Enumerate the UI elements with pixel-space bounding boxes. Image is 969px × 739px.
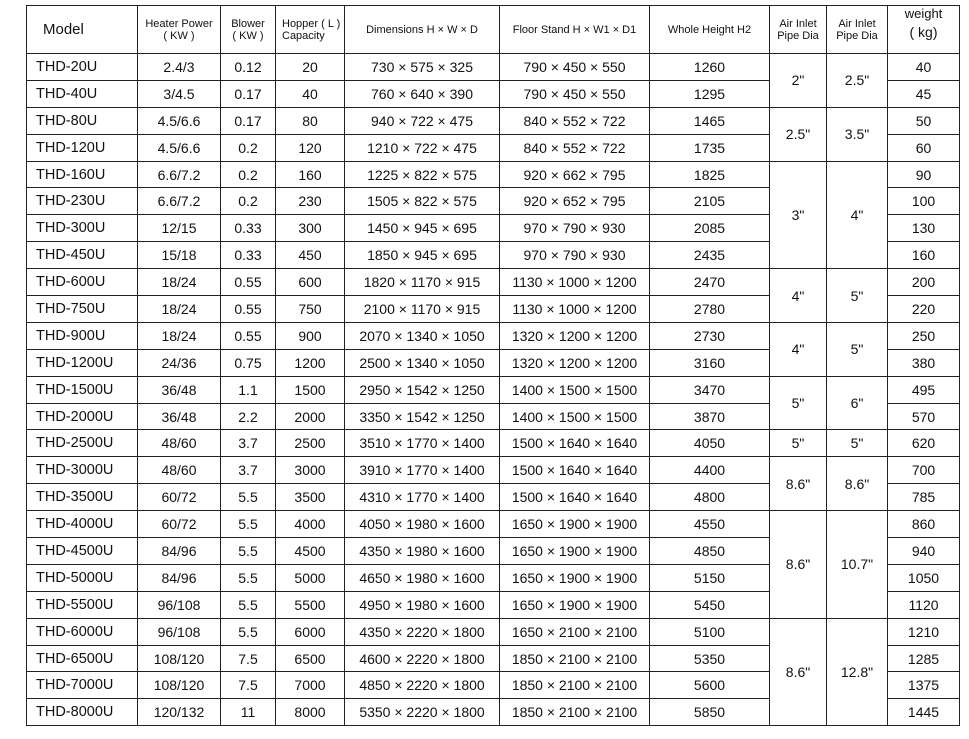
cell-whole-height: 4400 bbox=[650, 457, 770, 484]
cell-whole-height: 1260 bbox=[650, 54, 770, 81]
cell-air-inlet-2: 8.6" bbox=[827, 457, 888, 511]
cell-hopper: 300 bbox=[276, 215, 345, 242]
cell-floor-stand: 1650 × 1900 × 1900 bbox=[500, 564, 650, 591]
cell-air-inlet-1: 4" bbox=[770, 269, 827, 323]
cell-dimensions: 730 × 575 × 325 bbox=[345, 54, 500, 81]
cell-blower: 7.5 bbox=[221, 672, 276, 699]
cell-dimensions: 3350 × 1542 × 1250 bbox=[345, 403, 500, 430]
cell-weight: 40 bbox=[888, 54, 960, 81]
table-row bbox=[27, 269, 960, 296]
cell-weight: 160 bbox=[888, 242, 960, 269]
cell-hopper: 2500 bbox=[276, 430, 345, 457]
cell-model: THD-160U bbox=[27, 161, 138, 188]
cell-floor-stand: 790 × 450 × 550 bbox=[500, 80, 650, 107]
cell-hopper: 3500 bbox=[276, 484, 345, 511]
cell-heater-power: 84/96 bbox=[138, 538, 221, 565]
cell-hopper: 5500 bbox=[276, 591, 345, 618]
cell-whole-height: 2730 bbox=[650, 322, 770, 349]
cell-hopper: 6500 bbox=[276, 645, 345, 672]
cell-dimensions: 4600 × 2220 × 1800 bbox=[345, 645, 500, 672]
cell-heater-power: 18/24 bbox=[138, 296, 221, 323]
cell-blower: 0.17 bbox=[221, 80, 276, 107]
cell-dimensions: 2070 × 1340 × 1050 bbox=[345, 322, 500, 349]
cell-air-inlet-1: 8.6" bbox=[770, 457, 827, 511]
table-row bbox=[27, 107, 960, 134]
cell-air-inlet-1: 3" bbox=[770, 161, 827, 269]
cell-heater-power: 48/60 bbox=[138, 457, 221, 484]
cell-floor-stand: 1400 × 1500 × 1500 bbox=[500, 403, 650, 430]
cell-weight: 620 bbox=[888, 430, 960, 457]
cell-heater-power: 60/72 bbox=[138, 484, 221, 511]
cell-weight: 860 bbox=[888, 511, 960, 538]
cell-blower: 3.7 bbox=[221, 457, 276, 484]
table-row bbox=[27, 618, 960, 645]
cell-heater-power: 36/48 bbox=[138, 403, 221, 430]
header-hopper: Hopper ( L ) Capacity bbox=[276, 6, 345, 54]
cell-model: THD-8000U bbox=[27, 699, 138, 726]
cell-whole-height: 5150 bbox=[650, 564, 770, 591]
table-row bbox=[27, 376, 960, 403]
cell-floor-stand: 790 × 450 × 550 bbox=[500, 54, 650, 81]
table-row bbox=[27, 430, 960, 457]
cell-heater-power: 18/24 bbox=[138, 322, 221, 349]
cell-hopper: 1200 bbox=[276, 349, 345, 376]
cell-dimensions: 2500 × 1340 × 1050 bbox=[345, 349, 500, 376]
cell-heater-power: 48/60 bbox=[138, 430, 221, 457]
cell-weight: 1375 bbox=[888, 672, 960, 699]
cell-blower: 5.5 bbox=[221, 538, 276, 565]
spec-table bbox=[26, 5, 960, 726]
cell-blower: 0.33 bbox=[221, 242, 276, 269]
cell-blower: 5.5 bbox=[221, 484, 276, 511]
cell-whole-height: 5100 bbox=[650, 618, 770, 645]
cell-weight: 200 bbox=[888, 269, 960, 296]
cell-whole-height: 1735 bbox=[650, 134, 770, 161]
cell-whole-height: 5350 bbox=[650, 645, 770, 672]
cell-whole-height: 2085 bbox=[650, 215, 770, 242]
cell-floor-stand: 1650 × 1900 × 1900 bbox=[500, 511, 650, 538]
header-air-inlet-1: Air Inlet Pipe Dia bbox=[770, 6, 827, 54]
cell-model: THD-80U bbox=[27, 107, 138, 134]
cell-floor-stand: 1320 × 1200 × 1200 bbox=[500, 322, 650, 349]
cell-heater-power: 6.6/7.2 bbox=[138, 188, 221, 215]
cell-heater-power: 120/132 bbox=[138, 699, 221, 726]
cell-floor-stand: 1400 × 1500 × 1500 bbox=[500, 376, 650, 403]
cell-heater-power: 12/15 bbox=[138, 215, 221, 242]
cell-model: THD-750U bbox=[27, 296, 138, 323]
cell-model: THD-7000U bbox=[27, 672, 138, 699]
cell-floor-stand: 970 × 790 × 930 bbox=[500, 215, 650, 242]
cell-weight: 60 bbox=[888, 134, 960, 161]
cell-hopper: 7000 bbox=[276, 672, 345, 699]
cell-whole-height: 4550 bbox=[650, 511, 770, 538]
cell-heater-power: 24/36 bbox=[138, 349, 221, 376]
cell-heater-power: 84/96 bbox=[138, 564, 221, 591]
cell-hopper: 2000 bbox=[276, 403, 345, 430]
cell-dimensions: 1850 × 945 × 695 bbox=[345, 242, 500, 269]
cell-whole-height: 1825 bbox=[650, 161, 770, 188]
cell-heater-power: 2.4/3 bbox=[138, 54, 221, 81]
cell-model: THD-230U bbox=[27, 188, 138, 215]
cell-blower: 5.5 bbox=[221, 591, 276, 618]
cell-blower: 2.2 bbox=[221, 403, 276, 430]
cell-hopper: 160 bbox=[276, 161, 345, 188]
cell-whole-height: 5450 bbox=[650, 591, 770, 618]
cell-hopper: 230 bbox=[276, 188, 345, 215]
cell-model: THD-3000U bbox=[27, 457, 138, 484]
cell-heater-power: 108/120 bbox=[138, 645, 221, 672]
cell-blower: 0.12 bbox=[221, 54, 276, 81]
cell-weight: 495 bbox=[888, 376, 960, 403]
cell-blower: 0.2 bbox=[221, 161, 276, 188]
cell-weight: 1285 bbox=[888, 645, 960, 672]
cell-blower: 1.1 bbox=[221, 376, 276, 403]
cell-weight: 570 bbox=[888, 403, 960, 430]
cell-air-inlet-2: 3.5" bbox=[827, 107, 888, 161]
cell-weight: 50 bbox=[888, 107, 960, 134]
cell-dimensions: 5350 × 2220 × 1800 bbox=[345, 699, 500, 726]
cell-floor-stand: 1320 × 1200 × 1200 bbox=[500, 349, 650, 376]
cell-floor-stand: 970 × 790 × 930 bbox=[500, 242, 650, 269]
cell-floor-stand: 1850 × 2100 × 2100 bbox=[500, 672, 650, 699]
header-weight: weight ( kg) bbox=[888, 6, 960, 54]
cell-weight: 700 bbox=[888, 457, 960, 484]
cell-heater-power: 36/48 bbox=[138, 376, 221, 403]
cell-floor-stand: 1130 × 1000 × 1200 bbox=[500, 269, 650, 296]
cell-model: THD-450U bbox=[27, 242, 138, 269]
cell-air-inlet-2: 5" bbox=[827, 430, 888, 457]
cell-hopper: 4500 bbox=[276, 538, 345, 565]
cell-whole-height: 2470 bbox=[650, 269, 770, 296]
cell-blower: 0.55 bbox=[221, 296, 276, 323]
cell-dimensions: 1225 × 822 × 575 bbox=[345, 161, 500, 188]
cell-whole-height: 1295 bbox=[650, 80, 770, 107]
cell-model: THD-1500U bbox=[27, 376, 138, 403]
cell-weight: 220 bbox=[888, 296, 960, 323]
cell-model: THD-600U bbox=[27, 269, 138, 296]
cell-hopper: 6000 bbox=[276, 618, 345, 645]
cell-weight: 250 bbox=[888, 322, 960, 349]
cell-hopper: 8000 bbox=[276, 699, 345, 726]
cell-air-inlet-1: 2" bbox=[770, 54, 827, 108]
cell-model: THD-300U bbox=[27, 215, 138, 242]
cell-hopper: 750 bbox=[276, 296, 345, 323]
cell-model: THD-900U bbox=[27, 322, 138, 349]
cell-hopper: 3000 bbox=[276, 457, 345, 484]
cell-dimensions: 3510 × 1770 × 1400 bbox=[345, 430, 500, 457]
cell-dimensions: 1210 × 722 × 475 bbox=[345, 134, 500, 161]
cell-whole-height: 4050 bbox=[650, 430, 770, 457]
cell-model: THD-6500U bbox=[27, 645, 138, 672]
header-dimensions: Dimensions H × W × D bbox=[345, 6, 500, 54]
cell-air-inlet-2: 5" bbox=[827, 269, 888, 323]
table-row bbox=[27, 54, 960, 81]
cell-floor-stand: 840 × 552 × 722 bbox=[500, 134, 650, 161]
cell-floor-stand: 920 × 652 × 795 bbox=[500, 188, 650, 215]
cell-blower: 0.33 bbox=[221, 215, 276, 242]
cell-whole-height: 4800 bbox=[650, 484, 770, 511]
cell-air-inlet-1: 4" bbox=[770, 322, 827, 376]
header-heater-power: Heater Power ( KW ) bbox=[138, 6, 221, 54]
cell-hopper: 5000 bbox=[276, 564, 345, 591]
cell-dimensions: 4310 × 1770 × 1400 bbox=[345, 484, 500, 511]
cell-air-inlet-1: 5" bbox=[770, 376, 827, 430]
header-floor-stand: Floor Stand H × W1 × D1 bbox=[500, 6, 650, 54]
cell-blower: 0.75 bbox=[221, 349, 276, 376]
cell-air-inlet-1: 2.5" bbox=[770, 107, 827, 161]
cell-floor-stand: 1500 × 1640 × 1640 bbox=[500, 484, 650, 511]
cell-hopper: 120 bbox=[276, 134, 345, 161]
cell-blower: 0.55 bbox=[221, 269, 276, 296]
cell-air-inlet-1: 8.6" bbox=[770, 618, 827, 726]
cell-blower: 0.55 bbox=[221, 322, 276, 349]
table-row bbox=[27, 322, 960, 349]
cell-dimensions: 4050 × 1980 × 1600 bbox=[345, 511, 500, 538]
cell-weight: 1210 bbox=[888, 618, 960, 645]
cell-blower: 0.2 bbox=[221, 134, 276, 161]
cell-air-inlet-2: 10.7" bbox=[827, 511, 888, 619]
cell-dimensions: 3910 × 1770 × 1400 bbox=[345, 457, 500, 484]
cell-model: THD-40U bbox=[27, 80, 138, 107]
cell-dimensions: 2950 × 1542 × 1250 bbox=[345, 376, 500, 403]
cell-air-inlet-1: 8.6" bbox=[770, 511, 827, 619]
cell-floor-stand: 1500 × 1640 × 1640 bbox=[500, 457, 650, 484]
cell-model: THD-120U bbox=[27, 134, 138, 161]
cell-dimensions: 760 × 640 × 390 bbox=[345, 80, 500, 107]
cell-weight: 1445 bbox=[888, 699, 960, 726]
cell-weight: 1050 bbox=[888, 564, 960, 591]
cell-weight: 130 bbox=[888, 215, 960, 242]
cell-whole-height: 3160 bbox=[650, 349, 770, 376]
cell-blower: 3.7 bbox=[221, 430, 276, 457]
table-row bbox=[27, 457, 960, 484]
header-row bbox=[27, 6, 960, 54]
cell-blower: 5.5 bbox=[221, 511, 276, 538]
cell-whole-height: 4850 bbox=[650, 538, 770, 565]
cell-whole-height: 2435 bbox=[650, 242, 770, 269]
cell-blower: 5.5 bbox=[221, 564, 276, 591]
cell-heater-power: 3/4.5 bbox=[138, 80, 221, 107]
cell-hopper: 20 bbox=[276, 54, 345, 81]
cell-dimensions: 4350 × 2220 × 1800 bbox=[345, 618, 500, 645]
cell-floor-stand: 1850 × 2100 × 2100 bbox=[500, 645, 650, 672]
cell-dimensions: 940 × 722 × 475 bbox=[345, 107, 500, 134]
cell-whole-height: 2105 bbox=[650, 188, 770, 215]
cell-heater-power: 108/120 bbox=[138, 672, 221, 699]
cell-dimensions: 1450 × 945 × 695 bbox=[345, 215, 500, 242]
cell-weight: 1120 bbox=[888, 591, 960, 618]
cell-hopper: 40 bbox=[276, 80, 345, 107]
cell-floor-stand: 1650 × 1900 × 1900 bbox=[500, 591, 650, 618]
cell-blower: 7.5 bbox=[221, 645, 276, 672]
cell-dimensions: 4850 × 2220 × 1800 bbox=[345, 672, 500, 699]
cell-weight: 380 bbox=[888, 349, 960, 376]
cell-model: THD-6000U bbox=[27, 618, 138, 645]
cell-floor-stand: 920 × 662 × 795 bbox=[500, 161, 650, 188]
cell-whole-height: 3870 bbox=[650, 403, 770, 430]
cell-whole-height: 2780 bbox=[650, 296, 770, 323]
cell-model: THD-2000U bbox=[27, 403, 138, 430]
cell-heater-power: 96/108 bbox=[138, 591, 221, 618]
cell-model: THD-4000U bbox=[27, 511, 138, 538]
cell-model: THD-3500U bbox=[27, 484, 138, 511]
cell-hopper: 1500 bbox=[276, 376, 345, 403]
cell-heater-power: 18/24 bbox=[138, 269, 221, 296]
cell-dimensions: 4350 × 1980 × 1600 bbox=[345, 538, 500, 565]
cell-air-inlet-2: 5" bbox=[827, 322, 888, 376]
table-row bbox=[27, 511, 960, 538]
cell-dimensions: 4950 × 1980 × 1600 bbox=[345, 591, 500, 618]
header-air-inlet-2: Air Inlet Pipe Dia bbox=[827, 6, 888, 54]
cell-model: THD-1200U bbox=[27, 349, 138, 376]
cell-blower: 0.17 bbox=[221, 107, 276, 134]
cell-blower: 5.5 bbox=[221, 618, 276, 645]
cell-weight: 90 bbox=[888, 161, 960, 188]
cell-whole-height: 5850 bbox=[650, 699, 770, 726]
cell-heater-power: 60/72 bbox=[138, 511, 221, 538]
header-whole-height: Whole Height H2 bbox=[650, 6, 770, 54]
cell-model: THD-4500U bbox=[27, 538, 138, 565]
cell-weight: 785 bbox=[888, 484, 960, 511]
cell-air-inlet-1: 5" bbox=[770, 430, 827, 457]
header-model: Model bbox=[27, 6, 138, 54]
cell-hopper: 4000 bbox=[276, 511, 345, 538]
cell-heater-power: 4.5/6.6 bbox=[138, 134, 221, 161]
cell-air-inlet-2: 12.8" bbox=[827, 618, 888, 726]
cell-whole-height: 1465 bbox=[650, 107, 770, 134]
cell-whole-height: 5600 bbox=[650, 672, 770, 699]
cell-floor-stand: 1850 × 2100 × 2100 bbox=[500, 699, 650, 726]
cell-blower: 11 bbox=[221, 699, 276, 726]
cell-dimensions: 1820 × 1170 × 915 bbox=[345, 269, 500, 296]
cell-floor-stand: 1650 × 1900 × 1900 bbox=[500, 538, 650, 565]
cell-heater-power: 4.5/6.6 bbox=[138, 107, 221, 134]
cell-weight: 100 bbox=[888, 188, 960, 215]
cell-hopper: 900 bbox=[276, 322, 345, 349]
cell-air-inlet-2: 4" bbox=[827, 161, 888, 269]
cell-hopper: 80 bbox=[276, 107, 345, 134]
cell-hopper: 450 bbox=[276, 242, 345, 269]
cell-weight: 45 bbox=[888, 80, 960, 107]
cell-whole-height: 3470 bbox=[650, 376, 770, 403]
cell-model: THD-5500U bbox=[27, 591, 138, 618]
cell-air-inlet-2: 6" bbox=[827, 376, 888, 430]
cell-model: THD-2500U bbox=[27, 430, 138, 457]
cell-heater-power: 15/18 bbox=[138, 242, 221, 269]
cell-floor-stand: 840 × 552 × 722 bbox=[500, 107, 650, 134]
cell-dimensions: 2100 × 1170 × 915 bbox=[345, 296, 500, 323]
cell-heater-power: 6.6/7.2 bbox=[138, 161, 221, 188]
cell-heater-power: 96/108 bbox=[138, 618, 221, 645]
cell-dimensions: 4650 × 1980 × 1600 bbox=[345, 564, 500, 591]
cell-model: THD-5000U bbox=[27, 564, 138, 591]
cell-hopper: 600 bbox=[276, 269, 345, 296]
cell-dimensions: 1505 × 822 × 575 bbox=[345, 188, 500, 215]
cell-floor-stand: 1130 × 1000 × 1200 bbox=[500, 296, 650, 323]
cell-weight: 940 bbox=[888, 538, 960, 565]
header-blower: Blower ( KW ) bbox=[221, 6, 276, 54]
table-row bbox=[27, 161, 960, 188]
cell-floor-stand: 1500 × 1640 × 1640 bbox=[500, 430, 650, 457]
cell-floor-stand: 1650 × 2100 × 2100 bbox=[500, 618, 650, 645]
cell-blower: 0.2 bbox=[221, 188, 276, 215]
cell-model: THD-20U bbox=[27, 54, 138, 81]
cell-air-inlet-2: 2.5" bbox=[827, 54, 888, 108]
